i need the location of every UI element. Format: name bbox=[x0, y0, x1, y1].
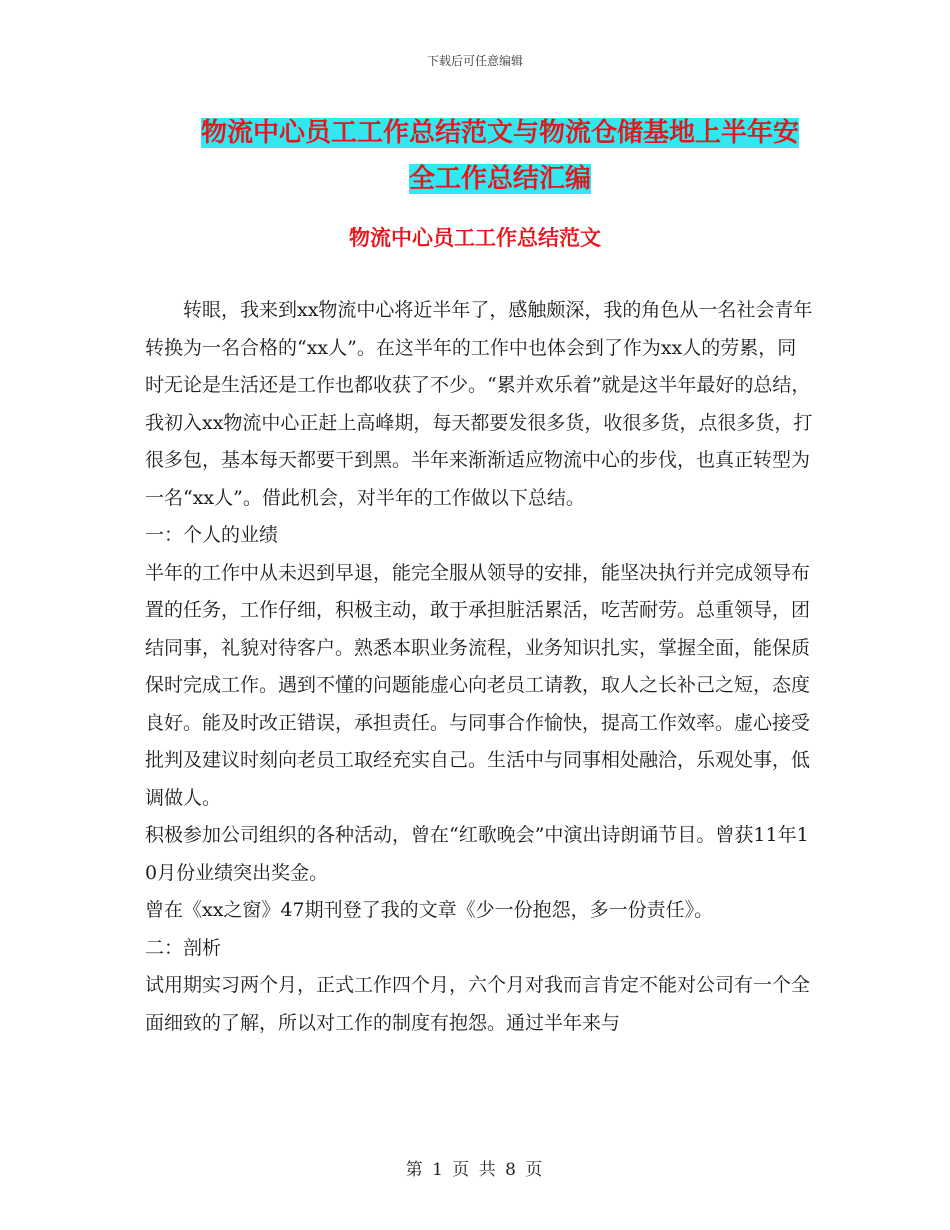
paragraph-article: 曾在《xx之窗》47期刊登了我的文章《少一份抱怨，多一份责任》。 bbox=[145, 899, 714, 921]
section-title: 物流中心员工工作总结范文 bbox=[349, 226, 601, 250]
paragraph-performance: 半年的工作中从未迟到早退，能完全服从领导的安排，能坚决执行并完成领导布置的任务，工作仔细，积极主动，敢于承担脏活累活，吃苦耐劳。总重领导，团结同事，礼貌对待客户。熟悉本职业务流程，业务知识扎实，掌握全面，能保质保时完成工作。遇到不懂的问题能虚心向老员工请教，取人之长补己之短，态度良好。能及时改正错误，承担责任。与同事合作愉快，提高工作效率。虚心接受批判及建议时刻向老员工取经充实自己。生活中与同事相处融洽，乐观处事，低调做人。 bbox=[145, 561, 811, 809]
document-body bbox=[145, 292, 815, 1042]
heading-analysis: 二：剖析 bbox=[145, 936, 222, 959]
heading-personal-performance: 一：个人的业绩 bbox=[145, 524, 279, 546]
page-footer: 第 1 页 共 8 页 bbox=[405, 1160, 545, 1180]
paragraph-analysis: 试用期实习两个月，正式工作四个月，六个月对我而言肯定不能对公司有一个全面细致的了解，所以对工作的制度有抱怨。通过半年来与 bbox=[145, 974, 811, 1034]
document-title bbox=[150, 110, 850, 202]
paragraph-intro: 转眼，我来到xx物流中心将近半年了，感触颇深，我的角色从一名社会青年转换为一名合格的“xx人”。在这半年的工作中也体会到了作为xx人的劳累，同时无论是生活还是工作也都收获了不少。“累并欢乐着”就是这半年最好的总结，我初入xx物流中心正赶上高峰期，每天都要发很多货，收很多货，点很多货，打很多包，基本每天都要干到黑。半年来渐渐适应物流中心的步伐，也真正转型为一名“xx人”。借此机会，对半年的工作做以下总结。 bbox=[145, 299, 813, 509]
document-title-line-1: 物流中心员工工作总结范文与物流仓储基地上半年安 bbox=[200, 118, 799, 148]
paragraph-activities: 积极参加公司组织的各种活动，曾在“红歌晚会”中演出诗朗诵节目。曾获11年10月份业绩突出奖金。 bbox=[145, 824, 809, 884]
document-title-line-2: 全工作总结汇编 bbox=[408, 164, 591, 194]
page-header-note: 下载后可任意编辑 bbox=[426, 54, 523, 68]
